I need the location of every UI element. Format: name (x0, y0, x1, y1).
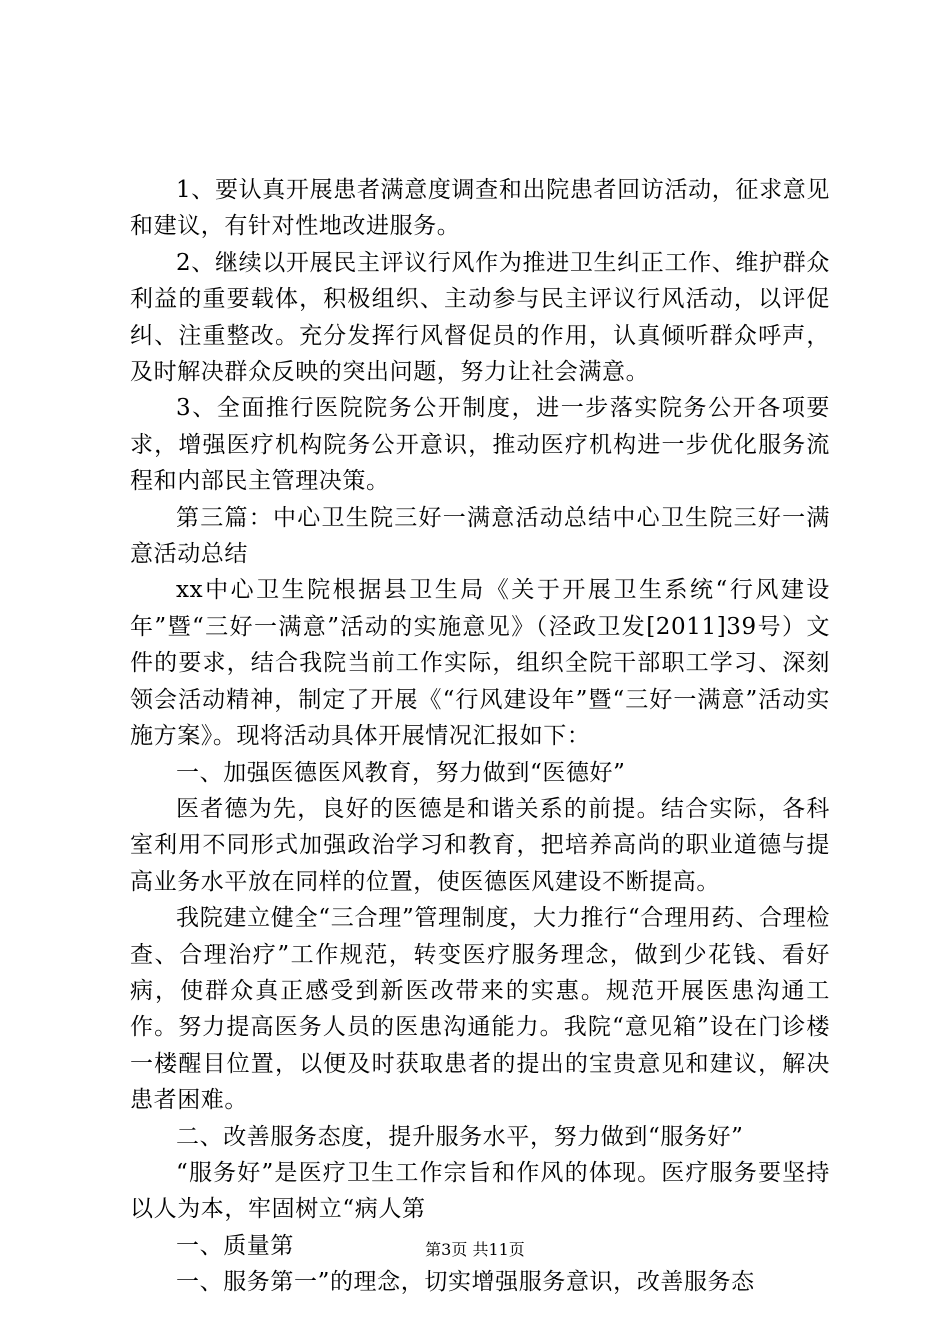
page-footer: 第3页 共11页 (425, 1240, 525, 1259)
paragraph-ethics: 医者德为先，良好的医德是和谐关系的前提。结合实际，各科室利用不同形式加强政治学习和教育，把培养高尚的职业道德与提高业务水平放在同样的位置，使医德医风建设不断提高。 (130, 795, 830, 895)
paragraph-rules: 我院建立健全“三合理”管理制度，大力推行“合理用药、合理检查、合理治疗”工作规范，转变医疗服务理念，做到少花钱、看好病，使群众真正感受到新医改带来的实惠。规范开展医患沟通工作。努力提高医务人员的医患沟通能力。我院“意见箱”设在门诊楼一楼醒目位置，以便及时获取患者的提出的宝贵意见和建议，解决患者困难。 (130, 905, 830, 1114)
document-body (130, 172, 830, 1301)
paragraph-3: 3、全面推行医院院务公开制度，进一步落实院务公开各项要求，增强医疗机构院务公开意识，推动医疗机构进一步优化服务流程和内部民主管理决策。 (130, 395, 830, 495)
heading-2: 二、改善服务态度，提升服务水平，努力做到“服务好” (176, 1123, 744, 1150)
heading-1: 一、加强医德医风教育，努力做到“医德好” (176, 759, 626, 786)
paragraph-2: 2、继续以开展民主评议行风作为推进卫生纠正工作、维护群众利益的重要载体，积极组织、主动参与民主评议行风活动，以评促纠、注重整改。充分发挥行风督促员的作用，认真倾听群众呼声，及时解决群众反映的突出问题，努力让社会满意。 (130, 249, 830, 386)
paragraph-service: “服务好”是医疗卫生工作宗旨和作风的体现。医疗服务要坚持以人为本，牢固树立“病人第 (130, 1159, 830, 1223)
paragraph-1: 1、要认真开展患者满意度调查和出院患者回访活动，征求意见和建议，有针对性地改进服务。 (130, 177, 830, 240)
paragraph-intro: xx中心卫生院根据县卫生局《关于开展卫生系统“行风建设年”暨“三好一满意”活动的实施意见》（泾政卫发[2011]39号）文件的要求，结合我院当前工作实际，组织全院干部职工学习、深刻领会活动精神，制定了开展《“行风建设年”暨“三好一满意”活动实施方案》。现将活动具体开展情况汇报如下： (130, 577, 830, 750)
paragraph-service-first: 一、服务第一”的理念，切实增强服务意识，改善服务态 (176, 1269, 755, 1296)
section-title-3: 第三篇：中心卫生院三好一满意活动总结中心卫生院三好一满意活动总结 (130, 504, 830, 568)
paragraph-quality: 一、质量第 (176, 1232, 294, 1259)
